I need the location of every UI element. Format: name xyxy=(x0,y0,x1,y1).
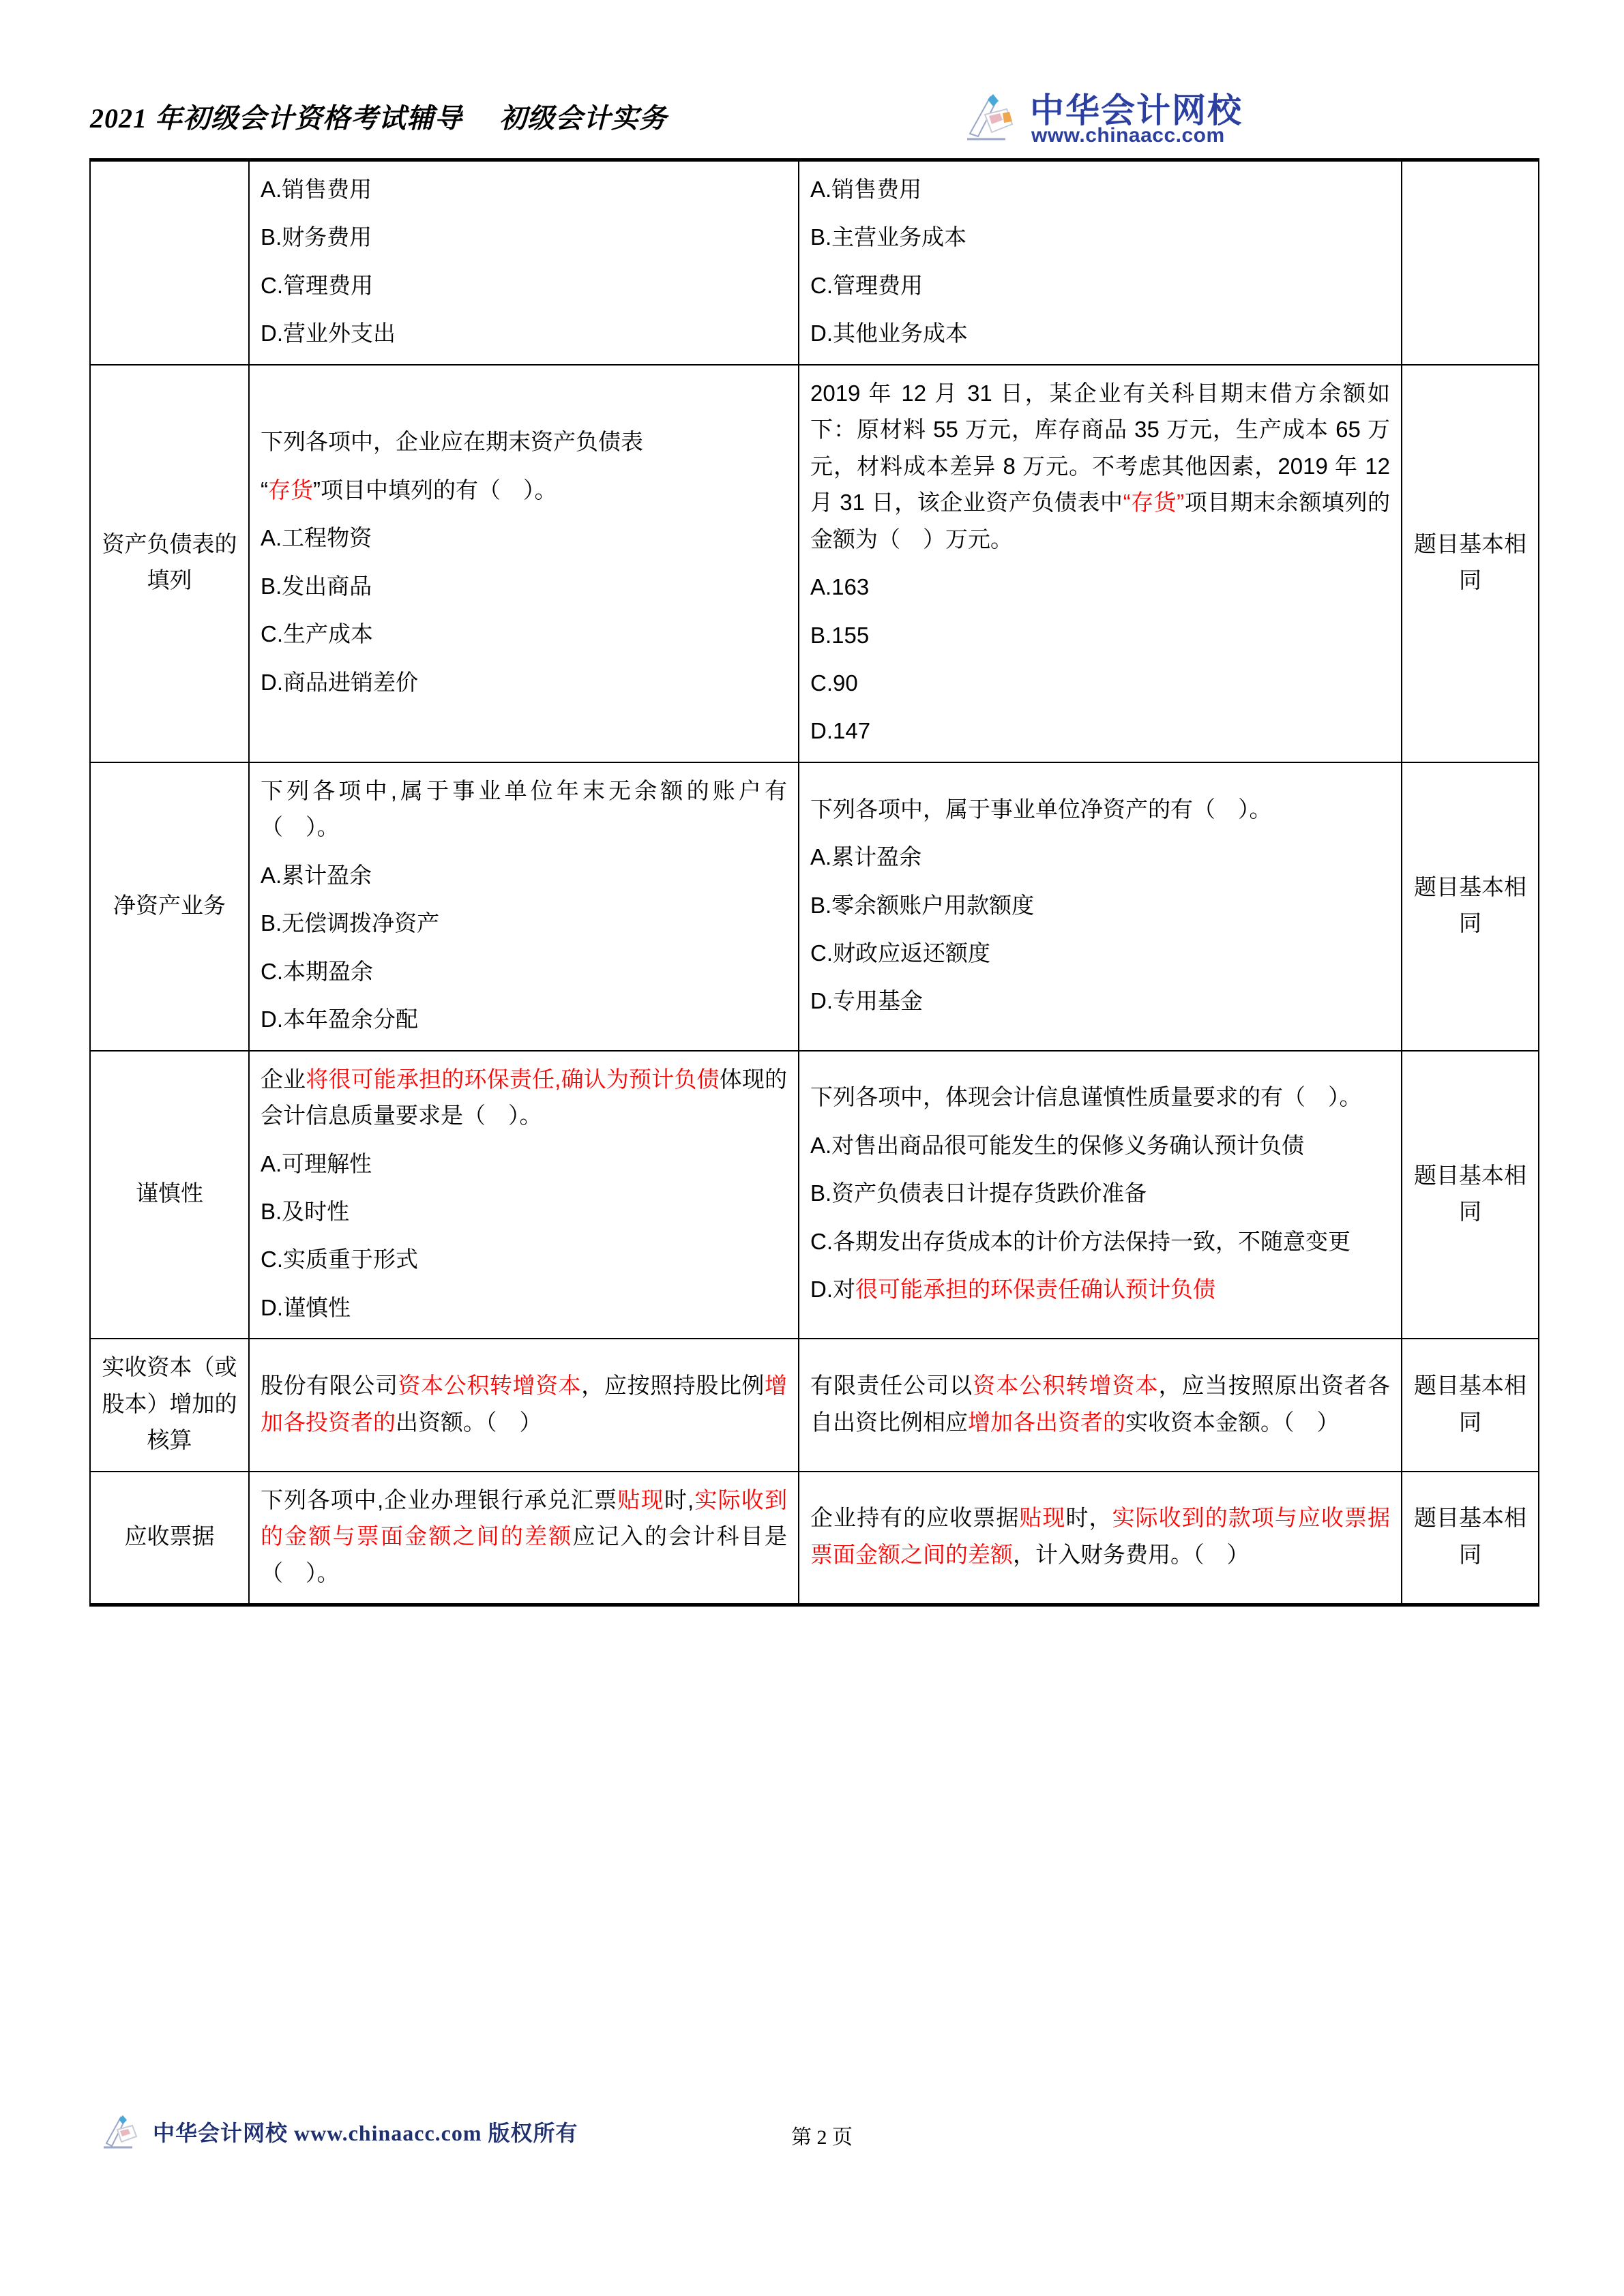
option-b: B.主营业务成本 xyxy=(810,224,967,250)
table-row xyxy=(90,762,1539,1051)
option-c: C.90 xyxy=(810,670,858,696)
option-d: D.专用基金 xyxy=(810,988,923,1014)
stem-highlight-1: 贴现 xyxy=(1019,1505,1066,1531)
stem-part-1: 企业持有的应收票据 xyxy=(810,1505,1020,1531)
stem-part-3: 实收资本金额。（ ） xyxy=(1125,1409,1340,1435)
logo-url-text: www.chinaacc.com xyxy=(1031,124,1225,147)
option-d: D.商品进销差价 xyxy=(261,669,418,695)
option-c: C.财政应返还额度 xyxy=(810,940,990,966)
stem-highlight-1: 资本公积转增资本 xyxy=(973,1373,1159,1399)
option-c: C.本期盈余 xyxy=(261,958,373,984)
stem-part-2: 项目期末余额填列的金额为（ ）万元。 xyxy=(810,490,1391,552)
question-stem: 下列各项中，属于事业单位净资产的有（ ）。 xyxy=(810,796,1272,822)
row-note xyxy=(1402,160,1539,365)
question-stem: 下列各项中,属于事业单位年末无余额的账户有（ ）。 xyxy=(261,777,787,840)
option-c: C.管理费用 xyxy=(261,272,373,298)
row-new-question xyxy=(799,1339,1402,1471)
row-note: 题目基本相同 xyxy=(1402,762,1539,1051)
stem-highlight-2: 增加各投资者的 xyxy=(261,1373,788,1435)
option-b: B.财务费用 xyxy=(261,224,372,250)
stem-part-3: 出资额。（ ） xyxy=(396,1409,542,1435)
question-stem xyxy=(810,375,1390,557)
exam-comparison-table xyxy=(89,158,1539,1607)
question-stem xyxy=(261,1482,787,1591)
stem-part-1: 有限责任公司以 xyxy=(810,1373,973,1399)
row-old-question xyxy=(249,1051,799,1339)
row-note: 题目基本相同 xyxy=(1402,1472,1539,1605)
stem-highlight: 存货 xyxy=(268,477,313,503)
option-a: A.销售费用 xyxy=(261,177,372,202)
footer-page-number: 第 2 页 xyxy=(791,2126,853,2149)
row-new-question xyxy=(799,762,1402,1051)
table-row xyxy=(90,1051,1539,1339)
option-a: A.累计盈余 xyxy=(810,844,922,870)
option-d: D.营业外支出 xyxy=(261,320,396,346)
stem-part-2: 时， xyxy=(1065,1505,1112,1531)
stem-highlight: “存货” xyxy=(1123,490,1185,516)
stem-part-1: 2019 年 12 月 31 日，某企业有关科目期末借方余额如下：原材料 55 万元，库存商品 35 万元，生产成本 65 万元，材料成本差异 8 万元。不考虑其他因素，2019 年 12 月 31 日，该企业资产负债表中 xyxy=(810,380,1390,516)
row-new-question xyxy=(799,365,1402,762)
stem-part-2: 体现的会计信息质量要求是（ ）。 xyxy=(261,1066,788,1129)
row-note: 题目基本相同 xyxy=(1402,1339,1539,1471)
row-topic: 净资产业务 xyxy=(90,762,249,1051)
option-c: C.生产成本 xyxy=(261,621,373,647)
table-row xyxy=(90,1472,1539,1605)
question-stem-2 xyxy=(261,472,787,508)
option-b: B.及时性 xyxy=(261,1198,350,1224)
question-stem: 下列各项中，体现会计信息谨慎性质量要求的有（ ）。 xyxy=(810,1084,1362,1110)
option-c: C.管理费用 xyxy=(810,272,923,298)
stem-highlight-2: 增加各出资者的 xyxy=(968,1409,1125,1435)
option-b: B.155 xyxy=(810,622,870,648)
row-topic: 应收票据 xyxy=(90,1472,249,1605)
option-a: A.工程物资 xyxy=(261,525,372,551)
page-footer xyxy=(102,2111,1535,2172)
row-topic: 谨慎性 xyxy=(90,1051,249,1339)
page-header xyxy=(90,82,1534,157)
logo-name-text: 中华会计网校 xyxy=(1030,91,1243,130)
stem-highlight: 将很可能承担的环保责任,确认为预计负债 xyxy=(306,1066,720,1092)
row-topic: 资产负债表的填列 xyxy=(90,365,249,762)
stem-part-2: ，应按照持股比例 xyxy=(581,1373,765,1399)
row-topic xyxy=(90,160,249,365)
option-d: D.147 xyxy=(810,718,871,744)
option-b: B.零余额账户用款额度 xyxy=(810,892,1035,918)
stem-part-3: 应记入的会计科目是（ ）。 xyxy=(261,1523,788,1585)
option-c: C.实质重于形式 xyxy=(261,1247,418,1272)
stem-part-2: ”项目中填列的有（ ）。 xyxy=(313,477,557,503)
row-note: 题目基本相同 xyxy=(1402,365,1539,762)
table-row xyxy=(90,160,1539,365)
footer-copyright: 中华会计网校 www.chinaacc.com 版权所有 xyxy=(153,2121,578,2145)
row-old-question xyxy=(249,1339,799,1471)
question-stem xyxy=(261,1367,787,1440)
option-a: A.163 xyxy=(810,574,870,600)
row-new-question xyxy=(799,160,1402,365)
question-stem xyxy=(261,423,787,460)
option-c: C.各期发出存货成本的计价方法保持一致，不随意变更 xyxy=(810,1228,1350,1254)
chinaacc-logo-icon xyxy=(964,91,1023,146)
option-d-highlight: 很可能承担的环保责任确认预计负债 xyxy=(855,1277,1215,1302)
option-b: B.无偿调拨净资产 xyxy=(261,910,440,936)
question-stem xyxy=(810,1367,1390,1440)
row-note: 题目基本相同 xyxy=(1402,1051,1539,1339)
option-a: A.累计盈余 xyxy=(261,862,372,888)
stem-quote-open: “ xyxy=(261,477,268,503)
option-d: D.谨慎性 xyxy=(261,1294,351,1320)
stem-highlight-1: 资本公积转增资本 xyxy=(398,1373,582,1399)
header-subject: 初级会计实务 xyxy=(499,103,667,134)
stem-part-1: 企业 xyxy=(261,1066,306,1092)
table-row xyxy=(90,1339,1539,1471)
row-old-question xyxy=(249,365,799,762)
option-d xyxy=(810,1271,1390,1307)
chinaacc-footer-logo-icon xyxy=(102,2113,145,2151)
option-a: A.对售出商品很可能发生的保修义务确认预计负债 xyxy=(810,1132,1305,1158)
stem-highlight-2: 实际收到的款项与应收票据票面金额之间的差额 xyxy=(810,1505,1391,1567)
option-b: B.资产负债表日计提存货跌价准备 xyxy=(810,1180,1147,1206)
question-stem xyxy=(261,1061,787,1134)
row-new-question xyxy=(799,1051,1402,1339)
option-a: A.销售费用 xyxy=(810,177,922,202)
row-new-question xyxy=(799,1472,1402,1605)
option-b: B.发出商品 xyxy=(261,573,372,599)
option-d: D.其他业务成本 xyxy=(810,320,968,346)
stem-part-2: ，应当按照原出资者各自出资比例相应 xyxy=(810,1373,1391,1435)
option-d-prefix: D.对 xyxy=(810,1277,855,1302)
stem-part-1: 股份有限公司 xyxy=(261,1373,398,1399)
stem-highlight-2: 实际收到的金额与票面金额之间的差额 xyxy=(261,1487,788,1549)
row-old-question xyxy=(249,762,799,1051)
option-d: D.本年盈余分配 xyxy=(261,1007,418,1032)
stem-part-1: 下列各项中，企业应在期末资产负债表 xyxy=(261,429,643,455)
stem-highlight-1: 贴现 xyxy=(617,1487,664,1512)
table-row xyxy=(90,365,1539,762)
option-a: A.可理解性 xyxy=(261,1150,372,1176)
row-topic: 实收资本（或股本）增加的核算 xyxy=(90,1339,249,1471)
stem-part-3: ，计入财务费用。（ ） xyxy=(1013,1541,1250,1567)
stem-part-2: 时, xyxy=(664,1487,694,1512)
question-stem xyxy=(810,1500,1390,1572)
header-course-title: 2021 年初级会计资格考试辅导 xyxy=(90,103,462,134)
site-logo xyxy=(964,82,1319,155)
row-old-question xyxy=(249,1472,799,1605)
row-old-question xyxy=(249,160,799,365)
stem-part-1: 下列各项中,企业办理银行承兑汇票 xyxy=(261,1487,618,1512)
